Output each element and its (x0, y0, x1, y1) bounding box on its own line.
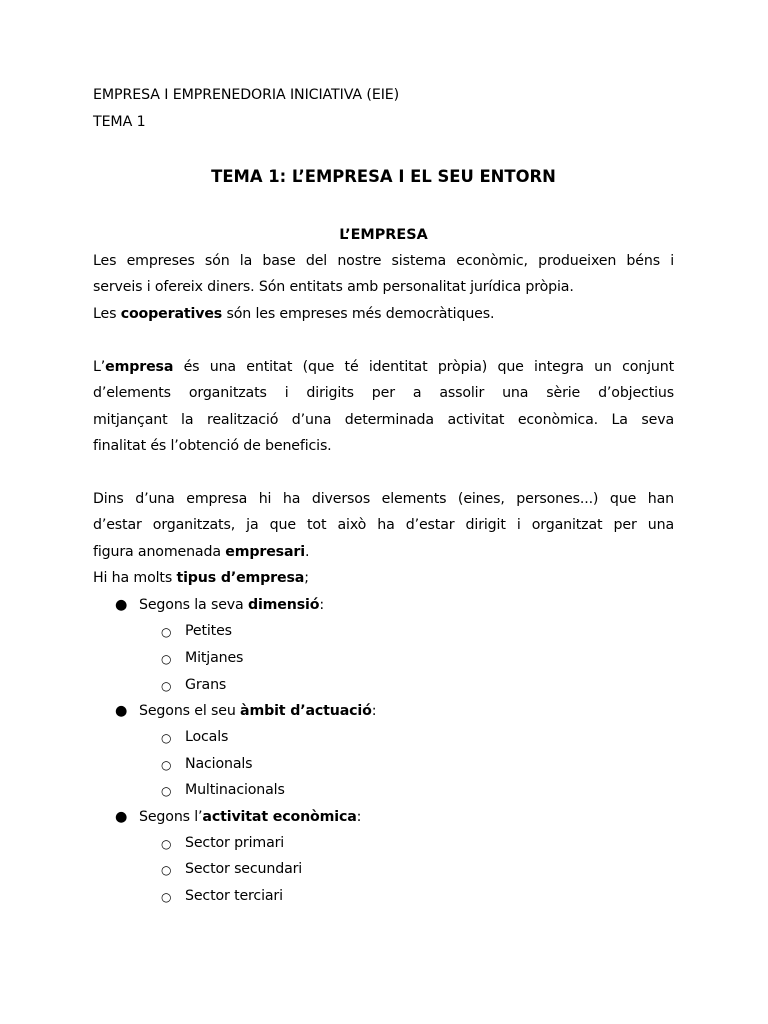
bold-term: empresa (105, 359, 174, 375)
paragraph-line: d’estar organitzats, ja que tot això ha d’estar dirigit i organitzat per una (93, 517, 674, 534)
circle-bullet-icon: ○ (161, 758, 172, 772)
document-title: TEMA 1: L’EMPRESA I EL SEU ENTORN (211, 167, 556, 186)
paragraph-line: figura anomenada empresari. (93, 543, 310, 560)
course-title: EMPRESA I EMPRENEDORIA INICIATIVA (EIE) (93, 87, 400, 103)
paragraph-definition (93, 354, 674, 460)
paragraph-line: finalitat és l’obtenció de beneficis. (93, 438, 332, 455)
bold-term: empresari (225, 543, 305, 560)
paragraph-line: Dins d’una empresa hi ha diversos elements (eines, persones...) que han (93, 491, 674, 507)
circle-bullet-icon: ○ (161, 837, 172, 851)
circle-bullet-icon: ○ (161, 731, 172, 745)
circle-bullet-icon: ○ (161, 784, 172, 798)
paragraph-line: L’empresa és una entitat (que té identitat pròpia) que integra un conjunt (93, 359, 674, 375)
paragraph-intro (93, 248, 674, 327)
circle-bullet-icon: ○ (161, 890, 172, 904)
circle-bullet-icon: ○ (161, 652, 172, 666)
paragraph-line: Les empreses són la base del nostre sistema econòmic, produeixen béns i (93, 253, 674, 269)
bold-term: tipus d’empresa (176, 570, 305, 587)
bold-term: dimensió (247, 597, 320, 613)
circle-bullet-icon: ○ (161, 625, 172, 639)
bullet-icon: ● (115, 809, 128, 825)
paragraph-line: serveis i ofereix diners. Són entitats amb personalitat jurídica pròpia. (93, 279, 574, 296)
bold-term: cooperatives (120, 305, 223, 322)
paragraph-line-cooperatives: Les cooperatives són les empreses més democràtiques. (93, 305, 495, 322)
paragraph-line: d’elements organitzats i dirigits per a assolir una sèrie d’objectius (93, 385, 674, 402)
bold-term: activitat econòmica (202, 809, 357, 825)
circle-bullet-icon: ○ (161, 679, 172, 693)
bold-term: àmbit d’actuació (240, 703, 372, 719)
circle-bullet-icon: ○ (161, 863, 172, 877)
paragraph-line-types: Hi ha molts tipus d’empresa; (93, 570, 309, 587)
section-heading: L’EMPRESA (339, 227, 428, 243)
paragraph-line: mitjançant la realització d’una determinada activitat econòmica. La seva (93, 411, 674, 428)
bullet-icon: ● (115, 597, 128, 613)
bullet-icon: ● (115, 703, 128, 719)
paragraph-elements (93, 486, 674, 592)
topic-label: TEMA 1 (93, 114, 146, 130)
